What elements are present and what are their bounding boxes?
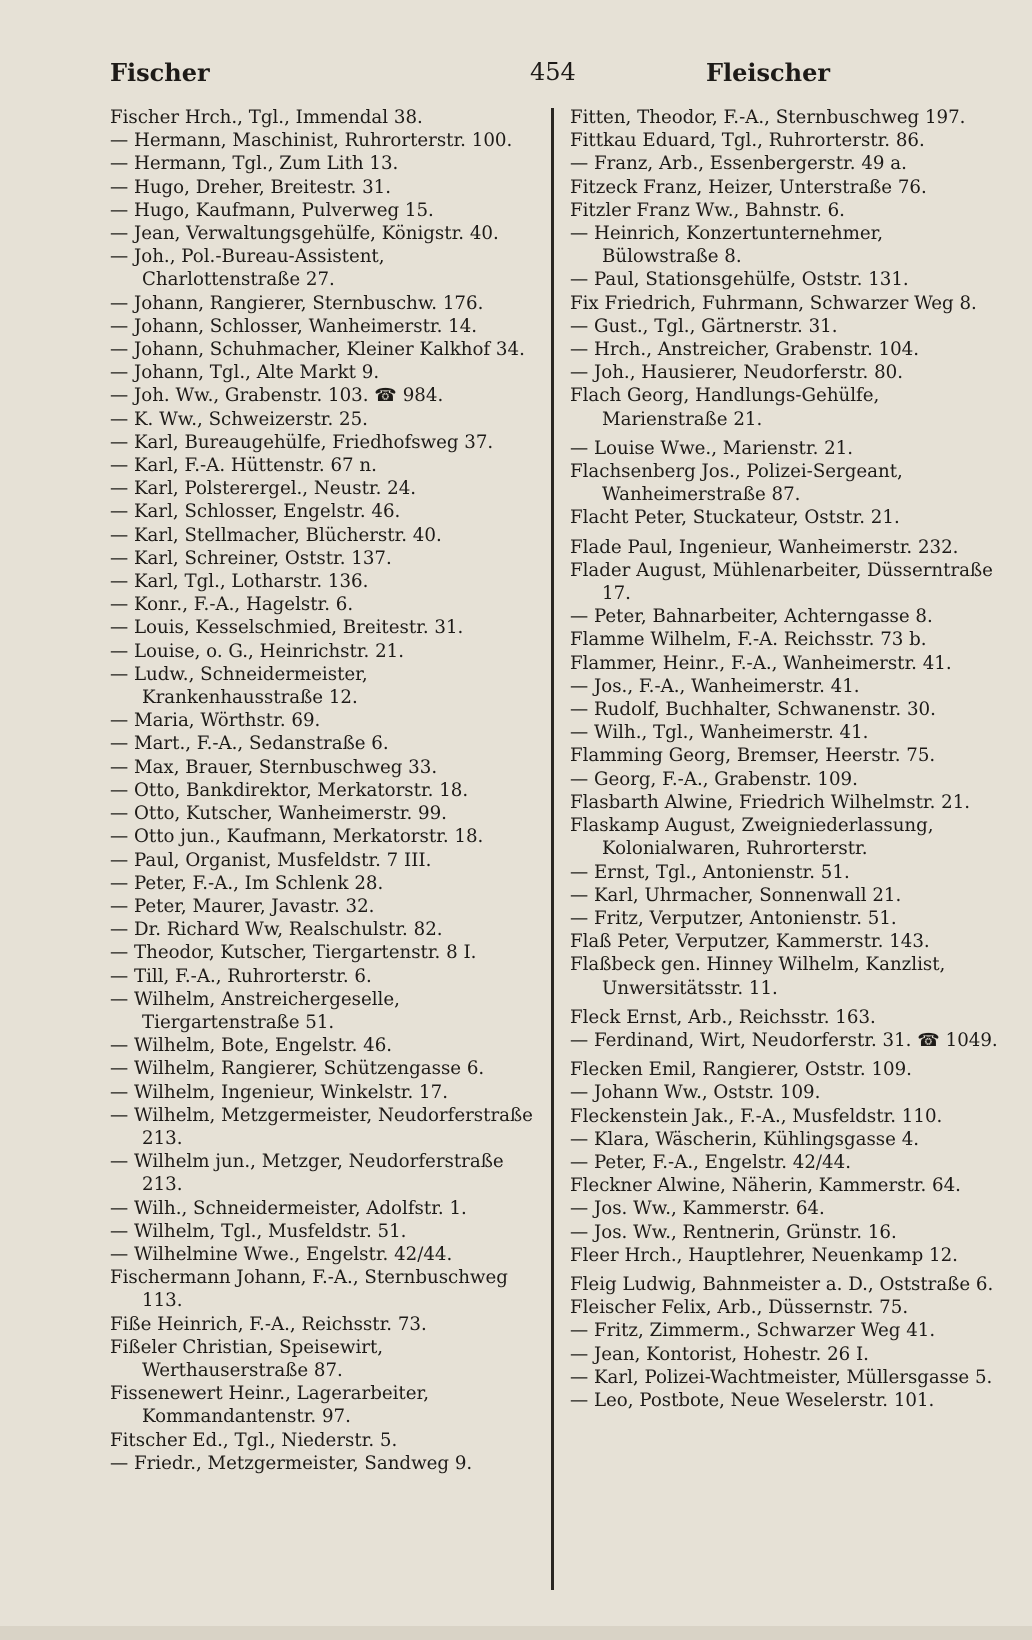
directory-entry: — Johann, Tgl., Alte Markt 9. [110,362,380,384]
directory-entry: — Karl, Stellmacher, Blücherstr. 40. [110,524,442,546]
directory-entry: — Karl, F.-A. Hüttenstr. 67 n. [110,455,377,477]
directory-entry: — Louise Wwe., Marienstr. 21. [570,437,854,459]
directory-entry: — Hugo, Dreher, Breitestr. 31. [110,176,392,198]
page-bottom-edge [0,1626,1032,1640]
directory-entry: — Karl, Tgl., Lotharstr. 136. [110,571,369,593]
directory-entry: Flaß Peter, Verputzer, Kammerstr. 143. [570,931,930,953]
directory-entry: Flader August, Mühlenarbeiter, Düsserntraße 17. [570,559,999,605]
directory-entry: Fleckner Alwine, Näherin, Kammerstr. 64. [570,1175,961,1197]
directory-entry: — Ferdinand, Wirt, Neudorferstr. 31. ☎ 1049. [570,1029,998,1051]
directory-entry: — Hermann, Maschinist, Ruhrorterstr. 100. [110,130,513,152]
page-header [110,58,830,98]
directory-entry: — Johann Ww., Oststr. 109. [570,1082,821,1104]
directory-entry: — Rudolf, Buchhalter, Schwanenstr. 30. [570,699,936,721]
directory-entry: — Johann, Rangierer, Sternbuschw. 176. [110,292,484,314]
directory-entry: — Louise, o. G., Heinrichstr. 21. [110,640,404,662]
directory-entry: — Maria, Wörthstr. 69. [110,710,321,732]
directory-entry: — Joh. Ww., Grabenstr. 103. ☎ 984. [110,385,444,407]
directory-entry: — Louis, Kesselschmied, Breitestr. 31. [110,617,464,639]
directory-entry: Fitten, Theodor, F.-A., Sternbuschweg 197. [570,107,966,128]
directory-entry: — Joh., Pol.-Bureau-Assistent, Charlottenstraße 27. [110,246,391,291]
directory-entry: Fischermann Johann, F.-A., Sternbuschweg 113. [110,1267,514,1312]
directory-entry: — Hrch., Anstreicher, Grabenstr. 104. [570,339,920,361]
directory-entry: — Peter, F.-A., Engelstr. 42/44. [570,1151,851,1173]
directory-entry: — Wilhelm, Tgl., Musfeldstr. 51. [110,1220,407,1242]
directory-entry: — Wilhelm, Metzgermeister, Neudorferstraße 213. [110,1104,539,1149]
directory-entry: — Max, Brauer, Sternbuschweg 33. [110,756,438,778]
directory-entry: Flecken Emil, Rangierer, Oststr. 109. [570,1059,912,1081]
directory-entry: Fitzeck Franz, Heizer, Unterstraße 76. [570,176,927,198]
directory-entry: — Wilhelmine Wwe., Engelstr. 42/44. [110,1243,453,1265]
directory-entry: — Jos. Ww., Kammerstr. 64. [570,1198,825,1220]
column-divider [551,108,554,1590]
directory-entry: — Joh., Hausierer, Neudorferstr. 80. [570,362,904,384]
directory-entry: Flaskamp August, Zweigniederlassung, Kolonialwaren, Ruhrorterstr. [570,815,940,860]
directory-entry: Fittkau Eduard, Tgl., Ruhrorterstr. 86. [570,130,925,152]
directory-entry: — Heinrich, Konzertunternehmer, Bülowstraße 8. [570,223,889,268]
directory-entry: — Ernst, Tgl., Antonienstr. 51. [570,861,850,883]
page-number: 454 [530,58,576,86]
directory-entry: Fleischer Felix, Arb., Düssernstr. 75. [570,1297,909,1319]
directory-entry: — Peter, Maurer, Javastr. 32. [110,895,375,917]
directory-entry: Flasbarth Alwine, Friedrich Wilhelmstr. 21. [570,791,971,813]
directory-entry: Flade Paul, Ingenieur, Wanheimerstr. 232. [570,536,959,558]
directory-entry: Flach Georg, Handlungs-Gehülfe, Marienstraße 21. [570,385,886,430]
directory-entry: — Wilhelm, Ingenieur, Winkelstr. 17. [110,1081,448,1103]
directory-entry: Flaßbeck gen. Hinney Wilhelm, Kanzlist, Unwersitätsstr. 11. [570,954,952,999]
directory-entry: — K. Ww., Schweizerstr. 25. [110,408,368,430]
directory-entry: Flachsenberg Jos., Polizei-Sergeant, Wanheimerstraße 87. [570,461,909,506]
directory-entry: — Johann, Schuhmacher, Kleiner Kalkhof 34. [110,339,525,361]
directory-entry: — Paul, Organist, Musfeldstr. 7 III. [110,849,432,871]
directory-entry: — Hermann, Tgl., Zum Lith 13. [110,153,399,175]
header-right-keyword: Fleischer [705,58,830,87]
directory-entry: — Konr., F.-A., Hagelstr. 6. [110,594,354,616]
left-column [110,106,538,1475]
directory-entry: — Jos. Ww., Rentnerin, Grünstr. 16. [570,1221,897,1243]
directory-entry: — Gust., Tgl., Gärtnerstr. 31. [570,315,838,337]
directory-entry: — Karl, Polizei-Wachtmeister, Müllersgasse 5. [570,1366,993,1388]
directory-entry: — Hugo, Kaufmann, Pulverweg 15. [110,199,434,221]
directory-entry: Flacht Peter, Stuckateur, Oststr. 21. [570,507,900,529]
directory-entry: — Franz, Arb., Essenbergerstr. 49 a. [570,153,907,175]
directory-entry: — Karl, Polsterergel., Neustr. 24. [110,478,417,500]
directory-entry: — Wilhelm jun., Metzger, Neudorferstraße 213. [110,1151,510,1196]
directory-entry: — Ludw., Schneidermeister, Krankenhausstraße 12. [110,663,374,709]
directory-entry: — Peter, Bahnarbeiter, Achterngasse 8. [570,606,933,628]
directory-entry: — Wilhelm, Anstreichergeselle, Tiergartenstraße 51. [110,988,406,1033]
directory-entry: — Johann, Schlosser, Wanheimerstr. 14. [110,315,478,337]
directory-entry: Fiße Heinrich, F.-A., Reichsstr. 73. [110,1313,427,1335]
directory-entry: Fitzler Franz Ww., Bahnstr. 6. [570,199,845,221]
directory-entry: Fleig Ludwig, Bahnmeister a. D., Oststraße 6. [570,1273,994,1295]
directory-entry: — Wilh., Tgl., Wanheimerstr. 41. [570,722,869,744]
right-column [570,106,1002,1412]
directory-entry: — Klara, Wäscherin, Kühlingsgasse 4. [570,1128,920,1150]
directory-entry: Fleck Ernst, Arb., Reichsstr. 163. [570,1006,876,1028]
directory-entry: — Friedr., Metzgermeister, Sandweg 9. [110,1452,473,1474]
directory-entry: — Jos., F.-A., Wanheimerstr. 41. [570,675,860,697]
directory-entry: — Fritz, Zimmerm., Schwarzer Weg 41. [570,1320,936,1342]
directory-entry: — Dr. Richard Ww, Realschulstr. 82. [110,919,443,941]
directory-entry: — Karl, Uhrmacher, Sonnenwall 21. [570,884,902,906]
directory-entry: — Peter, F.-A., Im Schlenk 28. [110,872,384,894]
directory-entry: — Otto jun., Kaufmann, Merkatorstr. 18. [110,826,484,848]
directory-entry: — Otto, Kutscher, Wanheimerstr. 99. [110,803,447,825]
directory-entry: — Jean, Kontorist, Hohestr. 26 I. [570,1343,869,1365]
directory-entry: — Wilhelm, Bote, Engelstr. 46. [110,1035,393,1057]
directory-entry: — Wilh., Schneidermeister, Adolfstr. 1. [110,1197,467,1219]
directory-entry: Flamme Wilhelm, F.-A. Reichsstr. 73 b. [570,629,927,651]
directory-entry: — Karl, Schlosser, Engelstr. 46. [110,501,401,523]
directory-entry: Fleckenstein Jak., F.-A., Musfeldstr. 110. [570,1105,943,1127]
directory-entry: — Karl, Schreiner, Oststr. 137. [110,547,392,569]
directory-entry: — Karl, Bureaugehülfe, Friedhofsweg 37. [110,431,494,453]
directory-entry: — Jean, Verwaltungsgehülfe, Königstr. 40. [110,223,499,245]
directory-entry: — Wilhelm, Rangierer, Schützengasse 6. [110,1058,485,1080]
directory-entry: — Leo, Postbote, Neue Weselerstr. 101. [570,1389,935,1411]
directory-entry: — Paul, Stationsgehülfe, Oststr. 131. [570,269,909,291]
directory-entry: — Till, F.-A., Ruhrorterstr. 6. [110,965,372,987]
directory-entry: Fitscher Ed., Tgl., Niederstr. 5. [110,1429,398,1451]
directory-entry: Flamming Georg, Bremser, Heerstr. 75. [570,745,936,767]
directory-entry: — Mart., F.-A., Sedanstraße 6. [110,733,389,755]
directory-entry: Fischer Hrch., Tgl., Immendal 38. [110,107,423,128]
directory-entry: Fleer Hrch., Hauptlehrer, Neuenkamp 12. [570,1244,958,1266]
directory-entry: Fix Friedrich, Fuhrmann, Schwarzer Weg 8. [570,292,977,314]
directory-entry: — Theodor, Kutscher, Tiergartenstr. 8 I. [110,942,477,964]
directory-entry: — Otto, Bankdirektor, Merkatorstr. 18. [110,779,469,801]
directory-entry: Fissenewert Heinr., Lagerarbeiter, Kommandantenstr. 97. [110,1383,435,1428]
directory-entry: Flammer, Heinr., F.-A., Wanheimerstr. 41. [570,652,952,674]
directory-entry: — Georg, F.-A., Grabenstr. 109. [570,768,858,790]
directory-entry: Fißeler Christian, Speisewirt, Werthauserstraße 87. [110,1336,389,1381]
directory-entry: — Fritz, Verputzer, Antonienstr. 51. [570,907,897,929]
header-left-keyword: Fischer [110,58,210,87]
